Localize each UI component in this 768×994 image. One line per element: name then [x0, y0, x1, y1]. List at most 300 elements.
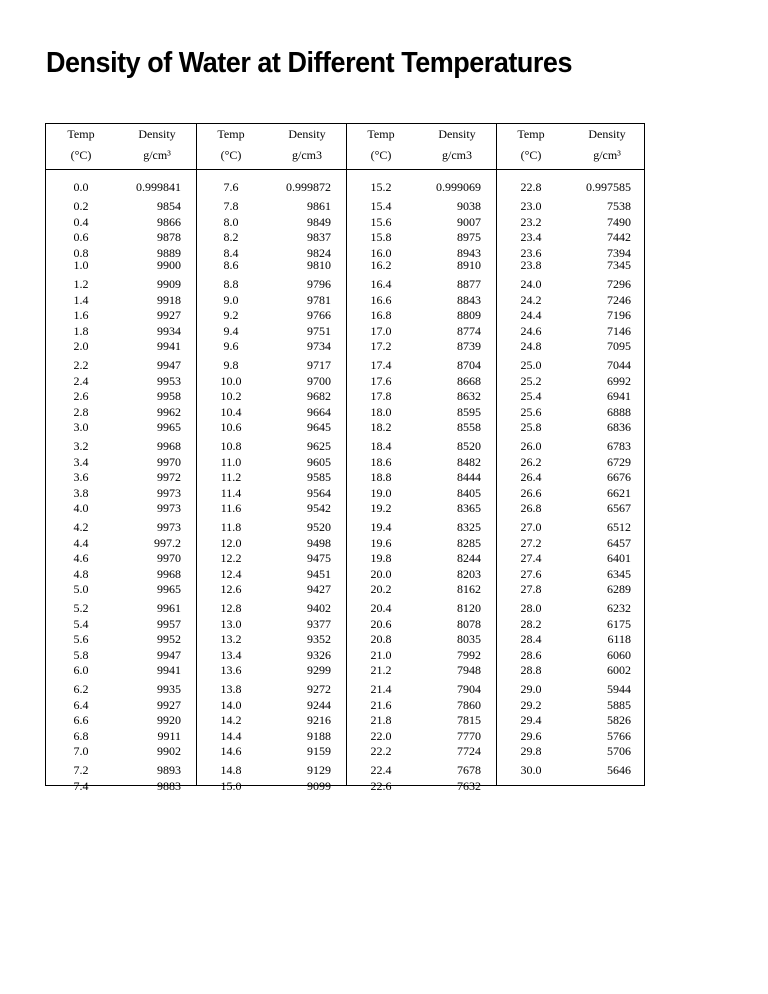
header-temp-unit: (°C): [220, 148, 242, 162]
density-cell: 9216: [307, 713, 331, 727]
density-cell: 9965: [157, 582, 181, 596]
density-cell: 6621: [607, 485, 631, 500]
density-cell: 9911: [157, 728, 181, 743]
density-cell: 9973: [157, 520, 181, 534]
temp-cell: 20.4: [370, 601, 392, 615]
temp-cell: 8.8: [223, 277, 239, 291]
density-cell: 9352: [307, 632, 331, 646]
header-density-unit: g/cm3: [442, 148, 472, 162]
density-cell: 9866: [157, 214, 181, 229]
header-density-unit: g/cm³: [593, 148, 621, 162]
temp-cell: 20.8: [370, 632, 392, 646]
temp-cell: 7.2: [73, 763, 89, 777]
temp-cell: 6.6: [73, 713, 89, 727]
density-cell: 5706: [607, 744, 631, 758]
temp-cell: 25.0: [520, 358, 542, 372]
temp-cell: 13.2: [220, 632, 242, 646]
temp-cell: 18.0: [370, 404, 392, 419]
density-cell: 9272: [307, 682, 331, 696]
temp-cell: 14.8: [220, 763, 242, 777]
temp-cell: 25.2: [520, 373, 542, 388]
density-cell: 7442: [607, 230, 631, 244]
density-cell: 7770: [457, 728, 481, 743]
density-cell: 6002: [607, 663, 631, 677]
header-temp-unit: (°C): [70, 148, 92, 162]
density-cell: 8035: [457, 632, 481, 646]
column-divider: [346, 124, 347, 785]
temp-cell: 10.6: [220, 420, 242, 434]
density-cell: 8444: [457, 470, 481, 484]
temp-cell: 12.6: [220, 582, 242, 596]
density-cell: 8120: [457, 601, 481, 615]
temp-cell: 12.2: [220, 551, 242, 565]
density-cell: 9717: [307, 358, 331, 372]
density-cell: 9927: [157, 308, 181, 322]
temp-cell: 15.2: [370, 180, 392, 194]
density-cell: 9953: [157, 373, 181, 388]
temp-cell: 1.8: [73, 323, 89, 338]
density-cell: 8482: [457, 454, 481, 469]
density-cell: 6888: [607, 404, 631, 419]
density-cell: 9810: [307, 258, 331, 272]
temp-cell: 3.2: [73, 439, 89, 453]
temp-cell: 4.0: [73, 501, 89, 515]
density-cell: 9878: [157, 230, 181, 244]
density-cell: 9734: [307, 339, 331, 353]
density-cell: 7490: [607, 214, 631, 229]
header-temp: Temp: [517, 127, 545, 141]
temp-cell: 18.6: [370, 454, 392, 469]
temp-cell: 16.0: [370, 245, 392, 260]
density-cell: 9970: [157, 551, 181, 565]
temp-cell: 8.0: [223, 214, 239, 229]
header-temp: Temp: [367, 127, 395, 141]
temp-cell: 27.0: [520, 520, 542, 534]
temp-cell: 10.2: [220, 389, 242, 403]
density-cell: 7044: [607, 358, 631, 372]
density-cell: 6567: [607, 501, 631, 515]
density-cell: 8520: [457, 439, 481, 453]
density-cell: 9883: [157, 778, 181, 793]
temp-cell: 7.0: [73, 744, 89, 758]
temp-cell: 16.6: [370, 292, 392, 307]
temp-cell: 6.2: [73, 682, 89, 696]
temp-cell: 1.4: [73, 292, 89, 307]
temp-cell: 0.4: [73, 214, 89, 229]
header-density: Density: [438, 127, 476, 141]
temp-cell: 4.8: [73, 566, 89, 581]
temp-cell: 22.0: [370, 728, 392, 743]
density-cell: 9970: [157, 454, 181, 469]
temp-cell: 1.6: [73, 308, 89, 322]
temp-cell: 28.4: [520, 632, 542, 646]
header-divider: [46, 169, 644, 170]
density-cell: 7394: [607, 245, 631, 260]
temp-cell: 15.8: [370, 230, 392, 244]
density-cell: 7538: [607, 199, 631, 213]
temp-cell: 20.2: [370, 582, 392, 596]
temp-cell: 19.2: [370, 501, 392, 515]
temp-cell: 10.8: [220, 439, 242, 453]
density-cell: 5766: [607, 728, 631, 743]
temp-cell: 2.4: [73, 373, 89, 388]
temp-cell: 16.2: [370, 258, 392, 272]
density-cell: 9947: [157, 358, 181, 372]
temp-cell: 3.0: [73, 420, 89, 434]
temp-cell: 0.0: [73, 180, 89, 194]
density-cell: 9299: [307, 663, 331, 677]
temp-cell: 14.2: [220, 713, 242, 727]
temp-cell: 1.0: [73, 258, 89, 272]
density-cell: 8632: [457, 389, 481, 403]
temp-cell: 21.2: [370, 663, 392, 677]
temp-cell: 10.4: [220, 404, 242, 419]
temp-cell: 23.2: [520, 214, 542, 229]
density-cell: 6457: [607, 535, 631, 550]
temp-cell: 29.2: [520, 697, 542, 712]
density-cell: 5646: [607, 763, 631, 777]
density-cell: 9927: [157, 697, 181, 712]
density-cell: 6836: [607, 420, 631, 434]
temp-cell: 29.4: [520, 713, 542, 727]
temp-cell: 18.2: [370, 420, 392, 434]
density-cell: 8943: [457, 245, 481, 260]
temp-cell: 17.4: [370, 358, 392, 372]
temp-cell: 2.8: [73, 404, 89, 419]
density-cell: 7724: [457, 744, 481, 758]
temp-cell: 0.2: [73, 199, 89, 213]
temp-cell: 5.4: [73, 616, 89, 631]
temp-cell: 25.8: [520, 420, 542, 434]
density-cell: 9941: [157, 339, 181, 353]
temp-cell: 7.6: [223, 180, 239, 194]
density-cell: 5885: [607, 697, 631, 712]
temp-cell: 15.4: [370, 199, 392, 213]
temp-cell: 26.2: [520, 454, 542, 469]
density-cell: 8774: [457, 323, 481, 338]
temp-cell: 21.8: [370, 713, 392, 727]
density-cell: 9188: [307, 728, 331, 743]
density-cell: 8975: [457, 230, 481, 244]
temp-cell: 24.6: [520, 323, 542, 338]
temp-cell: 29.8: [520, 744, 542, 758]
density-cell: 8285: [457, 535, 481, 550]
temp-cell: 26.0: [520, 439, 542, 453]
temp-cell: 6.8: [73, 728, 89, 743]
temp-cell: 16.4: [370, 277, 392, 291]
density-cell: 7632: [457, 778, 481, 793]
temp-cell: 15.6: [370, 214, 392, 229]
temp-cell: 23.6: [520, 245, 542, 260]
temp-cell: 25.6: [520, 404, 542, 419]
density-cell: 8595: [457, 404, 481, 419]
header-density: Density: [288, 127, 326, 141]
density-cell: 8910: [457, 258, 481, 272]
density-cell: 9849: [307, 214, 331, 229]
density-cell: 9038: [457, 199, 481, 213]
density-cell: 9244: [307, 697, 331, 712]
density-cell: 9377: [307, 616, 331, 631]
temp-cell: 5.2: [73, 601, 89, 615]
density-cell: 9781: [307, 292, 331, 307]
temp-cell: 19.0: [370, 485, 392, 500]
density-cell: 7146: [607, 323, 631, 338]
density-cell: 9645: [307, 420, 331, 434]
temp-cell: 9.4: [223, 323, 239, 338]
density-cell: 9585: [307, 470, 331, 484]
density-cell: 9972: [157, 470, 181, 484]
density-cell: 9326: [307, 647, 331, 662]
density-cell: 9965: [157, 420, 181, 434]
density-cell: 9542: [307, 501, 331, 515]
density-cell: 9889: [157, 245, 181, 260]
density-cell: 9962: [157, 404, 181, 419]
density-cell: 9861: [307, 199, 331, 213]
header-temp: Temp: [67, 127, 95, 141]
temp-cell: 23.8: [520, 258, 542, 272]
column-divider: [196, 124, 197, 785]
temp-cell: 22.4: [370, 763, 392, 777]
density-cell: 9498: [307, 535, 331, 550]
temp-cell: 19.4: [370, 520, 392, 534]
density-cell: 8843: [457, 292, 481, 307]
temp-cell: 2.6: [73, 389, 89, 403]
density-cell: 8365: [457, 501, 481, 515]
density-table: [45, 123, 645, 793]
temp-cell: 28.0: [520, 601, 542, 615]
density-cell: 9751: [307, 323, 331, 338]
column-divider: [496, 124, 497, 785]
density-cell: 9837: [307, 230, 331, 244]
temp-cell: 19.6: [370, 535, 392, 550]
temp-cell: 28.8: [520, 663, 542, 677]
density-cell: 6941: [607, 389, 631, 403]
temp-cell: 11.0: [220, 454, 242, 469]
density-cell: 9664: [307, 404, 331, 419]
density-cell: 0.999841: [136, 180, 181, 194]
temp-cell: 14.6: [220, 744, 242, 758]
temp-cell: 8.6: [223, 258, 239, 272]
temp-cell: 11.8: [220, 520, 242, 534]
density-cell: 8244: [457, 551, 481, 565]
temp-cell: 21.6: [370, 697, 392, 712]
temp-cell: 12.8: [220, 601, 242, 615]
header-density: Density: [138, 127, 176, 141]
temp-cell: 13.8: [220, 682, 242, 696]
density-cell: 9918: [157, 292, 181, 307]
header-temp: Temp: [217, 127, 245, 141]
density-cell: 9427: [307, 582, 331, 596]
temp-cell: 17.6: [370, 373, 392, 388]
temp-cell: 12.0: [220, 535, 242, 550]
temp-cell: 21.4: [370, 682, 392, 696]
temp-cell: 11.6: [220, 501, 242, 515]
density-cell: 0.999872: [286, 180, 331, 194]
temp-cell: 10.0: [220, 373, 242, 388]
density-cell: 9909: [157, 277, 181, 291]
temp-cell: 9.8: [223, 358, 239, 372]
temp-cell: 27.4: [520, 551, 542, 565]
temp-cell: 29.6: [520, 728, 542, 743]
temp-cell: 9.0: [223, 292, 239, 307]
density-cell: 9941: [157, 663, 181, 677]
temp-cell: 27.8: [520, 582, 542, 596]
temp-cell: 26.8: [520, 501, 542, 515]
header-temp-unit: (°C): [520, 148, 542, 162]
density-cell: 9957: [157, 616, 181, 631]
temp-cell: 11.2: [220, 470, 242, 484]
temp-cell: 20.6: [370, 616, 392, 631]
density-cell: 6175: [607, 616, 631, 631]
temp-cell: 30.0: [520, 763, 542, 777]
density-cell: 9564: [307, 485, 331, 500]
density-cell: 9129: [307, 763, 331, 777]
temp-cell: 26.4: [520, 470, 542, 484]
temp-cell: 22.8: [520, 180, 542, 194]
temp-cell: 27.2: [520, 535, 542, 550]
temp-cell: 7.8: [223, 199, 239, 213]
density-cell: 7860: [457, 697, 481, 712]
density-cell: 8203: [457, 566, 481, 581]
density-cell: 7196: [607, 308, 631, 322]
density-cell: 8668: [457, 373, 481, 388]
temp-cell: 16.8: [370, 308, 392, 322]
temp-cell: 24.2: [520, 292, 542, 307]
temp-cell: 0.8: [73, 245, 89, 260]
density-cell: 6289: [607, 582, 631, 596]
temp-cell: 8.2: [223, 230, 239, 244]
density-cell: 9824: [307, 245, 331, 260]
temp-cell: 18.4: [370, 439, 392, 453]
density-cell: 9700: [307, 373, 331, 388]
density-cell: 5944: [607, 682, 631, 696]
density-cell: 8558: [457, 420, 481, 434]
density-cell: 8325: [457, 520, 481, 534]
temp-cell: 29.0: [520, 682, 542, 696]
density-cell: 8405: [457, 485, 481, 500]
temp-cell: 22.2: [370, 744, 392, 758]
temp-cell: 9.2: [223, 308, 239, 322]
density-cell: 6676: [607, 470, 631, 484]
temp-cell: 2.2: [73, 358, 89, 372]
temp-cell: 13.0: [220, 616, 242, 631]
density-cell: 9961: [157, 601, 181, 615]
density-cell: 6512: [607, 520, 631, 534]
temp-cell: 5.0: [73, 582, 89, 596]
density-cell: 9952: [157, 632, 181, 646]
temp-cell: 22.6: [370, 778, 392, 793]
temp-cell: 13.6: [220, 663, 242, 677]
density-cell: 997.2: [154, 535, 181, 550]
temp-cell: 3.4: [73, 454, 89, 469]
temp-cell: 24.0: [520, 277, 542, 291]
header-density: Density: [588, 127, 626, 141]
density-cell: 9900: [157, 258, 181, 272]
temp-cell: 11.4: [220, 485, 242, 500]
header-density-unit: g/cm³: [143, 148, 171, 162]
density-cell: 9935: [157, 682, 181, 696]
density-cell: 9520: [307, 520, 331, 534]
temp-cell: 12.4: [220, 566, 242, 581]
density-cell: 7678: [457, 763, 481, 777]
temp-cell: 21.0: [370, 647, 392, 662]
density-cell: 6783: [607, 439, 631, 453]
density-cell: 9947: [157, 647, 181, 662]
density-cell: 7948: [457, 663, 481, 677]
density-cell: 9625: [307, 439, 331, 453]
density-cell: 9958: [157, 389, 181, 403]
temp-cell: 5.6: [73, 632, 89, 646]
density-cell: 9402: [307, 601, 331, 615]
density-cell: 8809: [457, 308, 481, 322]
density-cell: 6401: [607, 551, 631, 565]
density-cell: 9682: [307, 389, 331, 403]
temp-cell: 13.4: [220, 647, 242, 662]
density-cell: 9854: [157, 199, 181, 213]
density-cell: 7904: [457, 682, 481, 696]
temp-cell: 2.0: [73, 339, 89, 353]
temp-cell: 14.4: [220, 728, 242, 743]
density-cell: 5826: [607, 713, 631, 727]
temp-cell: 1.2: [73, 277, 89, 291]
density-cell: 9968: [157, 566, 181, 581]
density-cell: 0.999069: [436, 180, 481, 194]
density-cell: 6118: [607, 632, 631, 646]
density-cell: 6729: [607, 454, 631, 469]
density-cell: 9159: [307, 744, 331, 758]
header-density-unit: g/cm3: [292, 148, 322, 162]
temp-cell: 4.6: [73, 551, 89, 565]
density-cell: 7095: [607, 339, 631, 353]
density-cell: 7246: [607, 292, 631, 307]
density-cell: 7815: [457, 713, 481, 727]
density-cell: 6992: [607, 373, 631, 388]
temp-cell: 0.6: [73, 230, 89, 244]
page-title: Density of Water at Different Temperatures: [46, 47, 572, 79]
temp-cell: 24.8: [520, 339, 542, 353]
temp-cell: 17.2: [370, 339, 392, 353]
temp-cell: 15.0: [220, 778, 242, 793]
density-cell: 6232: [607, 601, 631, 615]
density-cell: 7992: [457, 647, 481, 662]
density-cell: 9766: [307, 308, 331, 322]
density-cell: 9007: [457, 214, 481, 229]
density-cell: 9920: [157, 713, 181, 727]
temp-cell: 23.4: [520, 230, 542, 244]
temp-cell: 25.4: [520, 389, 542, 403]
temp-cell: 14.0: [220, 697, 242, 712]
temp-cell: 23.0: [520, 199, 542, 213]
temp-cell: 6.0: [73, 663, 89, 677]
temp-cell: 17.8: [370, 389, 392, 403]
temp-cell: 17.0: [370, 323, 392, 338]
temp-cell: 7.4: [73, 778, 89, 793]
temp-cell: 28.2: [520, 616, 542, 631]
density-cell: 8739: [457, 339, 481, 353]
density-cell: 8078: [457, 616, 481, 631]
density-cell: 9968: [157, 439, 181, 453]
temp-cell: 4.4: [73, 535, 89, 550]
header-temp-unit: (°C): [370, 148, 392, 162]
density-cell: 9934: [157, 323, 181, 338]
density-cell: 8704: [457, 358, 481, 372]
density-cell: 9902: [157, 744, 181, 758]
temp-cell: 20.0: [370, 566, 392, 581]
density-cell: 9099: [307, 778, 331, 793]
temp-cell: 9.6: [223, 339, 239, 353]
density-cell: 8877: [457, 277, 481, 291]
density-cell: 7296: [607, 277, 631, 291]
